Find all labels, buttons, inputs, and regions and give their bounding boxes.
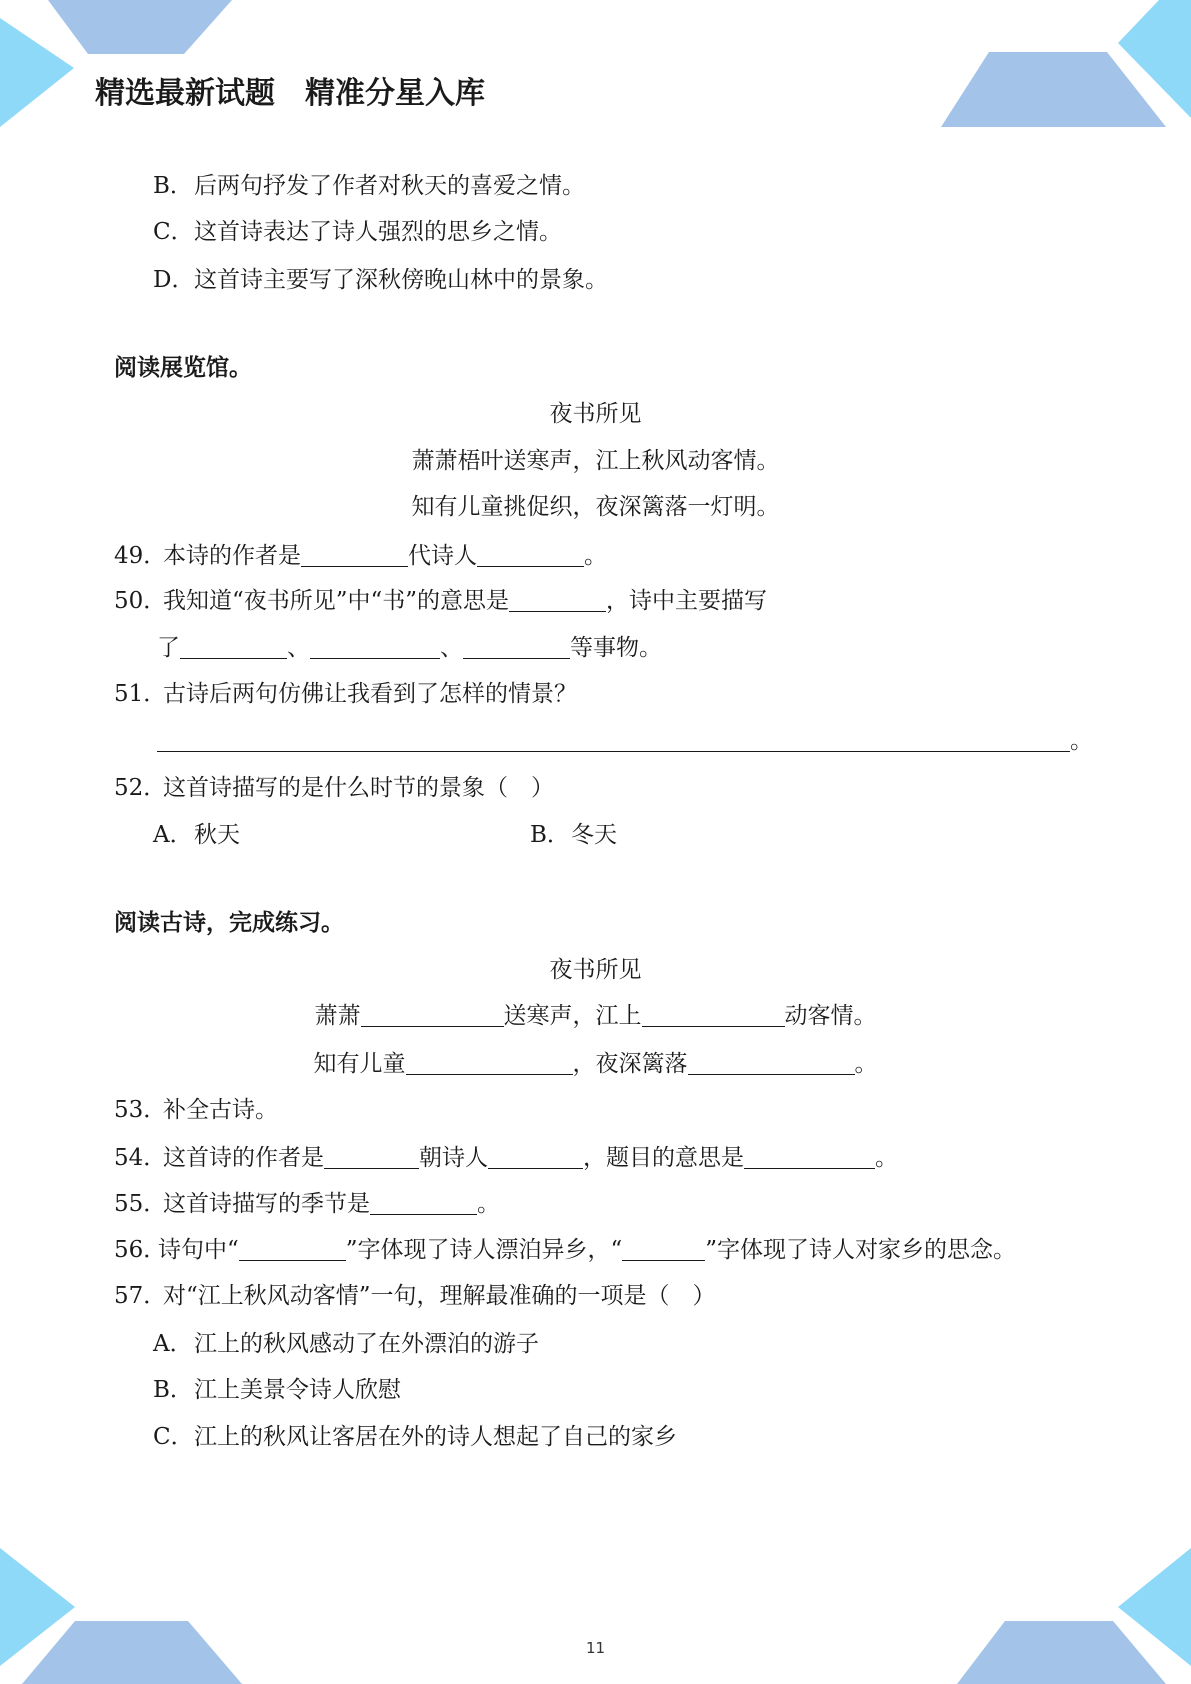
- option-text: 江上美景令诗人欣慰: [194, 1377, 401, 1403]
- option-label: C．: [153, 219, 194, 245]
- option-label: D．: [153, 267, 195, 293]
- question-52-option-b: [530, 820, 617, 850]
- answer-blank: [688, 1054, 855, 1075]
- question-number: 56．: [114, 1237, 167, 1263]
- question-50-continued: [157, 633, 662, 663]
- poem-line: 萧萧梧叶送寒声，江上秋风动客情。: [411, 448, 780, 474]
- question-51-answer-line: [157, 726, 1093, 756]
- question-text: ”字体现了诗人漂泊异乡，“: [345, 1237, 623, 1263]
- question-53: [114, 1095, 278, 1125]
- question-text: ，题目的意思是: [583, 1145, 744, 1171]
- question-text: 这首诗描写的是什么时节的景象（ ）: [163, 775, 554, 801]
- option-label: A．: [153, 1331, 193, 1357]
- answer-blank: [310, 638, 440, 659]
- question-51: [114, 679, 577, 709]
- question-text: 等事物。: [570, 635, 662, 661]
- question-52: [114, 773, 554, 803]
- question-57-option-b: [153, 1375, 401, 1405]
- poem-text: 知有儿童: [313, 1051, 406, 1077]
- question-text: 。: [1070, 728, 1093, 754]
- option-text: 秋天: [194, 822, 240, 848]
- option-label: B．: [153, 173, 193, 199]
- answer-blank: [477, 546, 584, 567]
- question-49: [114, 541, 607, 571]
- question-text: 诗句中“: [158, 1237, 239, 1263]
- question-text: 。: [875, 1145, 898, 1171]
- answer-blank: [642, 1006, 785, 1027]
- answer-blank: [370, 1194, 477, 1215]
- question-text: 朝诗人: [419, 1145, 488, 1171]
- top-left-triangle: [0, 18, 74, 127]
- option-label: B．: [530, 822, 570, 848]
- answer-blank: [361, 1006, 504, 1027]
- answer-blank: [180, 638, 287, 659]
- answer-blank: [509, 591, 606, 612]
- poem-title: 夜书所见: [549, 957, 642, 983]
- question-text: 了: [157, 635, 180, 661]
- question-text: 对“江上秋风动客情”一句，理解最准确的一项是（ ）: [163, 1283, 716, 1309]
- question-text: 。: [477, 1191, 500, 1217]
- question-text: ”字体现了诗人对家乡的思念。: [705, 1237, 1017, 1263]
- question-57-option-a: [153, 1329, 539, 1359]
- page-header-title: 精选最新试题 精准分星入库: [95, 76, 485, 111]
- option-b: [153, 171, 585, 201]
- question-number: 52．: [114, 775, 167, 801]
- question-text: 代诗人: [408, 543, 477, 569]
- question-number: 51．: [114, 681, 167, 707]
- poem-line-fill-in: [0, 1001, 1191, 1031]
- option-text: 江上的秋风让客居在外的诗人想起了自己的家乡: [194, 1424, 677, 1450]
- question-56: [114, 1235, 1016, 1265]
- option-text: 江上的秋风感动了在外漂泊的游子: [194, 1331, 539, 1357]
- answer-blank: [157, 731, 1070, 752]
- question-text: 。: [584, 543, 607, 569]
- section-heading: 阅读展览馆。: [114, 355, 252, 381]
- poem-text: 送寒声，江上: [503, 1003, 642, 1029]
- question-number: 49．: [114, 543, 167, 569]
- question-number: 55．: [114, 1191, 167, 1217]
- option-text: 后两句抒发了作者对秋天的喜爱之情。: [194, 173, 585, 199]
- answer-blank: [463, 638, 570, 659]
- answer-blank: [488, 1148, 583, 1169]
- question-text: 我知道“夜书所见”中“书”的意思是: [163, 588, 510, 614]
- question-text: 、: [440, 635, 463, 661]
- option-text: 这首诗表达了诗人强烈的思乡之情。: [194, 219, 562, 245]
- question-number: 50．: [114, 588, 167, 614]
- poem-text: 萧萧: [314, 1003, 361, 1029]
- poem-line: 知有儿童挑促织，夜深篱落一灯明。: [411, 494, 780, 520]
- option-text: 这首诗主要写了深秋傍晚山林中的景象。: [194, 267, 608, 293]
- page-number: 11: [585, 1639, 606, 1657]
- section-heading: 阅读古诗，完成练习。: [114, 910, 344, 936]
- question-text: 本诗的作者是: [163, 543, 301, 569]
- option-text: 冬天: [571, 822, 617, 848]
- question-number: 57．: [114, 1283, 167, 1309]
- answer-blank: [324, 1148, 419, 1169]
- question-52-option-a: [153, 820, 240, 850]
- question-50: [114, 586, 767, 616]
- poem-text: 。: [854, 1051, 878, 1077]
- question-number: 54．: [114, 1145, 167, 1171]
- question-57-option-c: [153, 1422, 677, 1452]
- answer-blank: [406, 1054, 573, 1075]
- poem-title: 夜书所见: [549, 401, 642, 427]
- option-label: B．: [153, 1377, 193, 1403]
- answer-blank: [239, 1240, 346, 1261]
- question-text: 古诗后两句仿佛让我看到了怎样的情景？: [163, 681, 577, 707]
- answer-blank: [622, 1240, 705, 1261]
- question-54: [114, 1143, 898, 1173]
- question-57: [114, 1281, 716, 1311]
- answer-blank: [301, 546, 408, 567]
- option-label: C．: [153, 1424, 194, 1450]
- question-text: 、: [287, 635, 310, 661]
- question-text: 补全古诗。: [163, 1097, 278, 1123]
- top-left-trapezoid: [48, 0, 232, 54]
- answer-blank: [744, 1148, 875, 1169]
- top-right-trapezoid: [941, 52, 1166, 127]
- question-number: 53．: [114, 1097, 167, 1123]
- option-d: [153, 265, 608, 295]
- poem-text: ，夜深篱落: [572, 1051, 688, 1077]
- question-text: 这首诗的作者是: [163, 1145, 324, 1171]
- option-c: [153, 217, 562, 247]
- poem-text: 动客情。: [784, 1003, 877, 1029]
- question-text: 这首诗描写的季节是: [163, 1191, 370, 1217]
- option-label: A．: [153, 822, 193, 848]
- question-text: ，诗中主要描写: [606, 588, 768, 614]
- poem-line-fill-in: [0, 1049, 1191, 1079]
- question-55: [114, 1189, 500, 1219]
